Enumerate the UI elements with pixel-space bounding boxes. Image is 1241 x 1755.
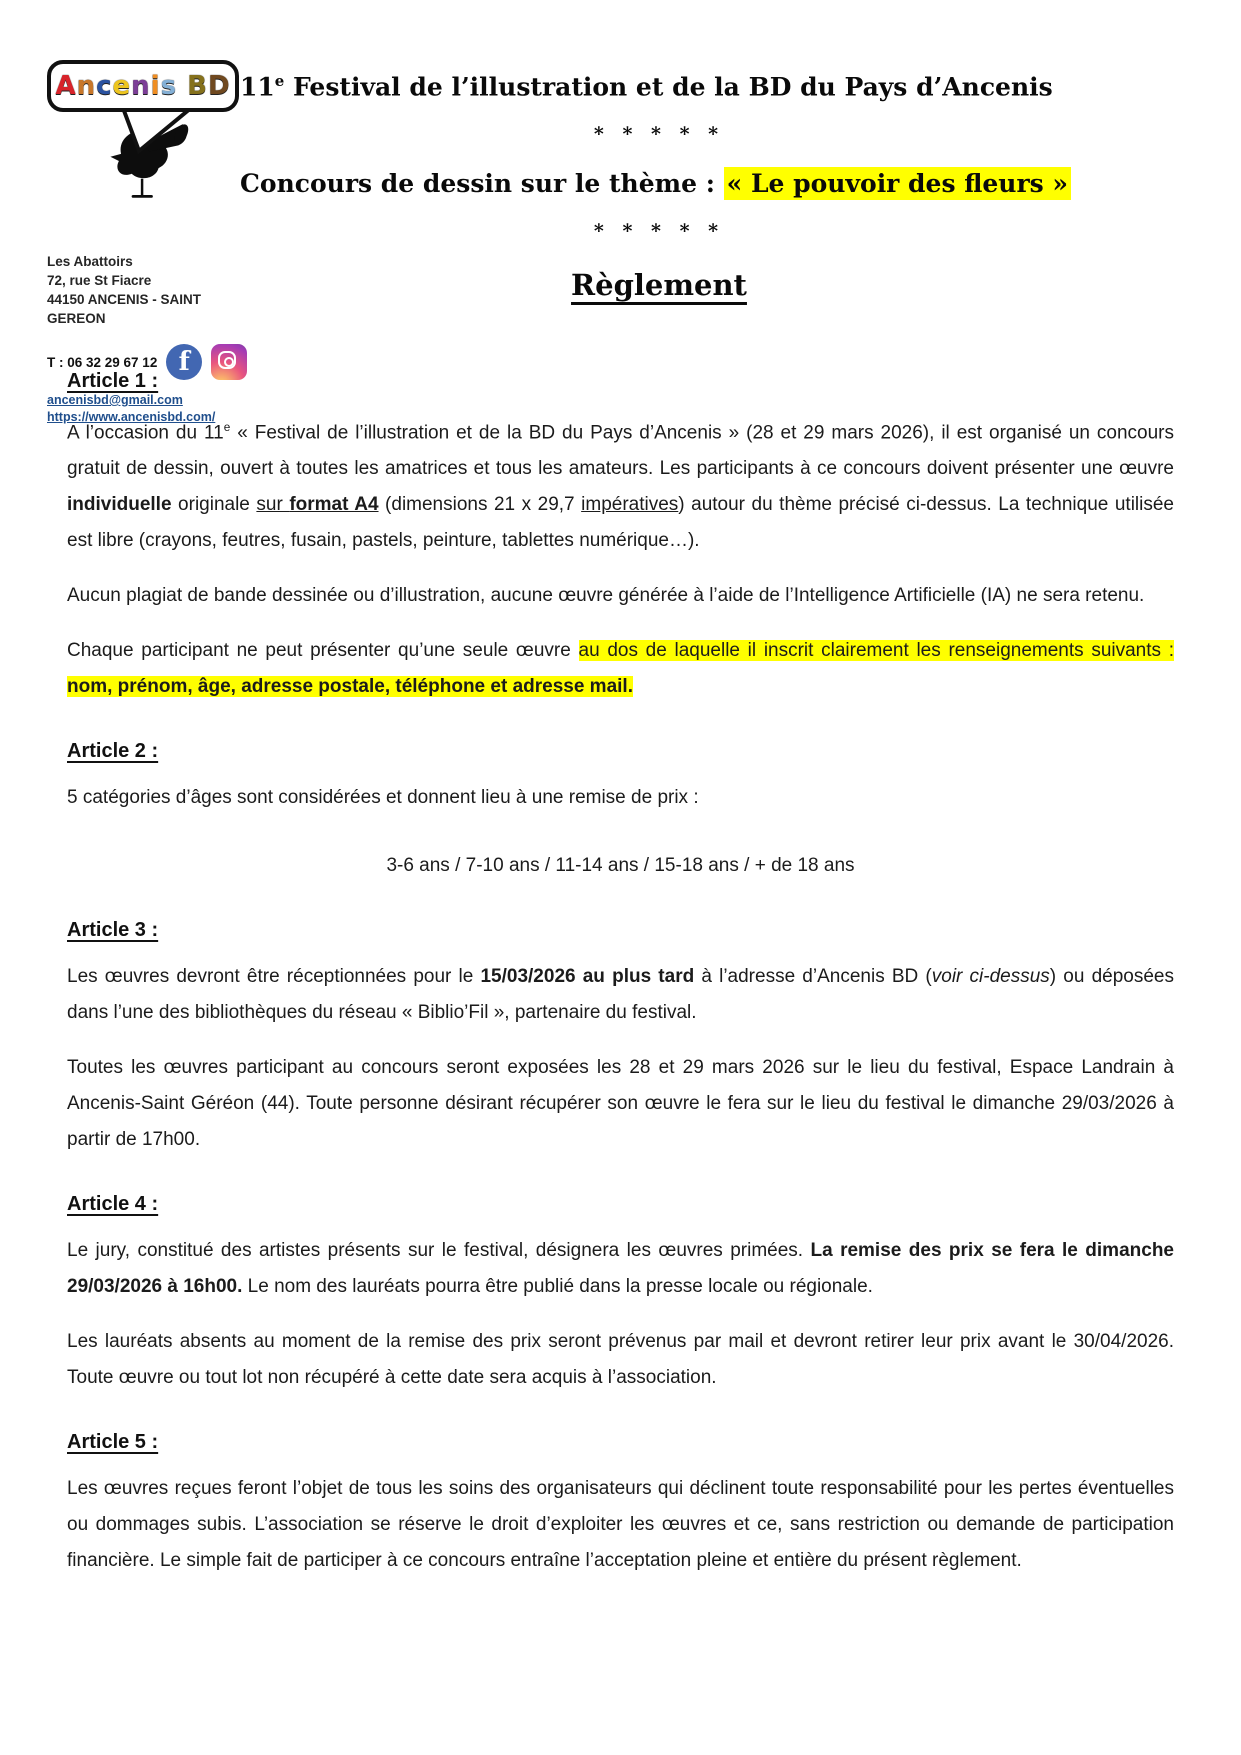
text-run: Les œuvres devront être réceptionnées pour le xyxy=(67,966,481,988)
article-3 xyxy=(67,919,1174,1158)
text-run: Chaque participant ne peut présenter qu’une seule œuvre xyxy=(67,640,579,662)
phone-row xyxy=(47,344,247,380)
text-run: individuelle xyxy=(67,494,172,516)
text-run: 15/03/2026 au plus tard xyxy=(480,966,695,988)
text-run: e xyxy=(223,421,231,434)
logo-letter: s xyxy=(160,71,178,101)
text-run: impératives xyxy=(581,494,679,516)
logo-letter-space xyxy=(177,71,187,101)
paragraph xyxy=(67,1471,1174,1579)
logo-letter: B xyxy=(187,71,208,101)
paragraph xyxy=(67,578,1174,614)
email-link[interactable]: ancenisbd@gmail.com xyxy=(47,393,183,407)
paragraph xyxy=(67,780,1174,816)
logo-letter: c xyxy=(96,71,113,101)
logo-letter: e xyxy=(112,71,132,101)
address-line: Les Abattoirs xyxy=(47,254,133,269)
title-number: 11 xyxy=(240,72,275,102)
text-run: 5 catégories d’âges sont considérées et donnent lieu à une remise de prix : xyxy=(67,787,699,809)
age-categories-line xyxy=(67,848,1174,884)
text-run: « Festival de l’illustration et de la BD du Pays d’Ancenis » (28 et 29 mars 2026), il est organisé un concours gratuit de dessin, ouvert à toutes les amatrices et tous les amateurs. Les participants à ce concours doivent présenter une œuvre xyxy=(67,422,1174,480)
logo-letter: i xyxy=(150,71,161,101)
logo-letter: D xyxy=(207,71,231,101)
text-run: sur xyxy=(256,494,290,516)
text-run: voir ci-dessus xyxy=(931,966,1050,988)
text-run: (dimensions 21 x 29,7 xyxy=(378,494,582,516)
text-run: A l’occasion du 11 xyxy=(67,422,224,444)
address-line: 44150 ANCENIS - SAINT GEREON xyxy=(47,292,202,326)
document-subtitle xyxy=(240,169,1078,198)
paragraph xyxy=(67,1324,1174,1396)
speech-bubble-tail xyxy=(113,106,199,154)
article-4-label: Article 4 : xyxy=(67,1193,159,1216)
logo-column xyxy=(47,60,247,426)
logo-speech-bubble xyxy=(47,60,239,112)
logo-letter: n xyxy=(131,71,151,101)
text-run: originale xyxy=(171,494,257,516)
document-body xyxy=(67,370,1174,1579)
logo-letter: n xyxy=(76,71,97,101)
text-run: Aucun plagiat de bande dessinée ou d’illustration, aucune œuvre générée à l’aide de l’Intelligence Artificielle (IA) ne sera retenu. xyxy=(67,585,1145,607)
article-3-label: Article 3 : xyxy=(67,919,159,942)
article-5 xyxy=(67,1431,1174,1579)
text-run: ) ou déposées dans l’une des bibliothèques du réseau « Biblio’Fil », partenaire du festival. xyxy=(67,966,1174,1024)
text-run: format A4 xyxy=(289,494,379,516)
paragraph xyxy=(67,1233,1174,1305)
subtitle-prefix: Concours de dessin sur le thème : xyxy=(240,169,724,199)
article-4 xyxy=(67,1193,1174,1396)
text-run: nom, prénom, âge, adresse postale, téléphone et adresse mail. xyxy=(67,676,633,698)
title-superscript: e xyxy=(274,72,285,90)
title-column xyxy=(240,72,1078,302)
paragraph xyxy=(67,633,1174,705)
subtitle-theme-highlight: « Le pouvoir des fleurs » xyxy=(724,167,1071,200)
phone-number: T : 06 32 29 67 12 xyxy=(47,354,158,370)
text-run: La remise des prix se fera le dimanche 29/03/2026 à 16h00. xyxy=(67,1240,1174,1298)
paragraph xyxy=(67,410,1174,559)
article-1-label: Article 1 : xyxy=(67,370,159,392)
text-run: Le jury, constitué des artistes présents sur le festival, désignera les œuvres primées. xyxy=(67,1240,811,1262)
text-run: Les lauréats absents au moment de la remise des prix seront prévenus par mail et devront retirer leur prix avant le 30/04/2026. Toute œuvre ou tout lot non récupéré à cette date sera acquis à l’association. xyxy=(67,1331,1174,1389)
text-run: 3-6 ans / 7-10 ans / 11-14 ans / 15-18 ans / + de 18 ans xyxy=(386,855,855,877)
address-line: 72, rue St Fiacre xyxy=(47,273,152,288)
title-text: Festival de l’illustration et de la BD du Pays d’Ancenis xyxy=(284,72,1053,102)
text-run: Le nom des lauréats pourra être publié dans la presse locale ou régionale. xyxy=(242,1276,873,1298)
address-block xyxy=(47,252,247,328)
text-run: à l’adresse d’Ancenis BD ( xyxy=(694,966,932,988)
contact-links xyxy=(47,392,247,426)
document-title xyxy=(240,72,1078,101)
paragraph xyxy=(67,959,1174,1031)
stars-separator: * * * * * xyxy=(593,123,725,146)
instagram-icon[interactable] xyxy=(211,344,247,380)
article-2-label: Article 2 : xyxy=(67,740,159,763)
facebook-icon[interactable]: f xyxy=(166,344,202,380)
text-run: Les œuvres reçues feront l’objet de tous les soins des organisateurs qui déclinent toute responsabilité pour les pertes éventuelles ou dommages subis. L’association se réserve le droit d’exploiter les œuvres et ce, sans restriction ou demande de participation financière. Le simple fait de participer à ce concours entraîne l’acceptation pleine et entière du présent règlement. xyxy=(67,1478,1174,1572)
logo-letter: A xyxy=(55,71,77,101)
text-run: au dos de laquelle il inscrit clairement les renseignements suivants : xyxy=(578,640,1174,662)
stars-separator: * * * * * xyxy=(593,220,725,243)
reglement-heading: Règlement xyxy=(571,268,747,303)
text-run: ) autour du thème précisé ci-dessus. La technique utilisée est libre (crayons, feutres, fusain, pastels, peinture, tablettes numérique…). xyxy=(67,494,1174,552)
paragraph xyxy=(67,1050,1174,1158)
article-5-label: Article 5 : xyxy=(67,1431,159,1454)
text-run: Toutes les œuvres participant au concours seront exposées les 28 et 29 mars 2026 sur le lieu du festival, Espace Landrain à Ancenis-Saint Géréon (44). Toute personne désirant récupérer son œuvre le fera sur le lieu du festival le dimanche 29/03/2026 à partir de 17h00. xyxy=(67,1057,1174,1151)
website-link[interactable]: https://www.ancenisbd.com/ xyxy=(47,410,216,424)
article-2 xyxy=(67,740,1174,884)
